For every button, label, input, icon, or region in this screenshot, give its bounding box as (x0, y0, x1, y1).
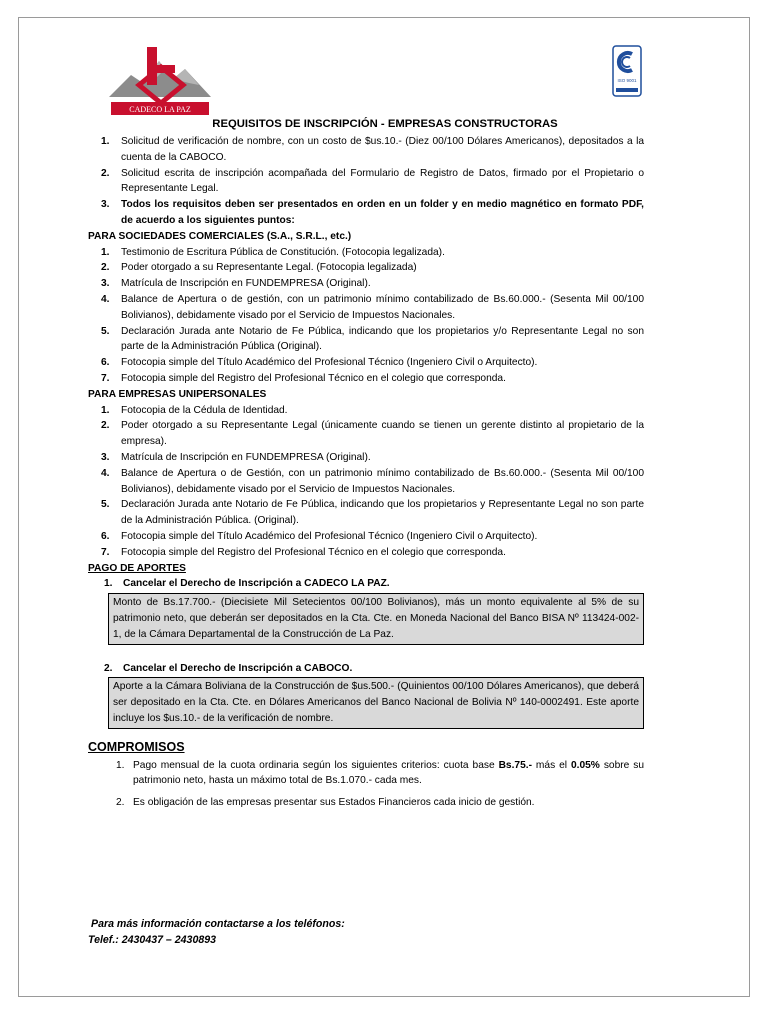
sociedades-heading: PARA SOCIEDADES COMERCIALES (S.A., S.R.L., etc.) (88, 230, 352, 242)
aportes-heading: PAGO DE APORTES (88, 562, 186, 574)
list-item: 2. Poder otorgado a su Representante Legal. (Fotocopia legalizada) (101, 262, 417, 274)
list-item: 2. Es obligación de las empresas presentar sus Estados Financieros cada inicio de gestión. (116, 797, 535, 809)
list-item: 5. Declaración Jurada ante Notario de Fe Pública, indicando que los propietarios y/o Representante Legal no son parte de la Administración Pública (Original). (101, 325, 644, 353)
general-requirements-list (88, 134, 644, 229)
list-item: 4. Balance de Apertura o de Gestión, con un patrimonio mínimo contabilizado de Bs.60.000.- (Sesenta Mil 00/100 Bolivianos), debidamente visado por el Servicio de Impuestos Nacionales. (101, 467, 644, 495)
unipersonales-list (88, 403, 644, 561)
logo-text: CADECO LA PAZ (129, 105, 191, 114)
list-item: 6. Fotocopia simple del Título Académico del Profesional Técnico (Ingeniero Civil o Arquitecto). (101, 357, 538, 369)
contact-footer (88, 916, 345, 948)
list-item: 3. Matrícula de Inscripción en FUNDEMPRESA (Original). (101, 278, 371, 290)
list-item: 3. Matrícula de Inscripción en FUNDEMPRESA (Original). (101, 451, 371, 463)
list-item: 2. Poder otorgado a su Representante Legal (únicamente cuando se tienen un gerente distinto al propietario de la empresa). (101, 420, 644, 448)
list-item: 7. Fotocopia simple del Registro del Profesional Técnico en el colegio que corresponda. (101, 546, 506, 558)
page-title: REQUISITOS DE INSCRIPCIÓN - EMPRESAS CONSTRUCTORAS (212, 118, 558, 130)
aporte-item-1: 1. Cancelar el Derecho de Inscripción a CADECO LA PAZ. (104, 578, 390, 590)
list-item: 1. Solicitud de verificación de nombre, con un costo de $us.10.- (Diez 00/100 Dólares Americanos), depositados a la cuenta de la CABOCO. (101, 136, 644, 163)
list-item: 4. Balance de Apertura o de gestión, con un patrimonio mínimo contabilizado de Bs.60.000.- (Sesenta Mil 00/100 Bolivianos), debidamente visado por el Servicio de Impuestos Nacionales. (101, 293, 644, 321)
compromisos-heading: COMPROMISOS (88, 739, 185, 754)
list-item: 6. Fotocopia simple del Título Académico del Profesional Técnico (Ingeniero Civil o Arquitecto). (101, 530, 538, 542)
aporte-box-2: Aporte a la Cámara Boliviana de la Construcción de $us.500.- (Quinientos 00/100 Dólares Americanos), que deberá ser depositado en la Cta. Cte. en Dólares Americanos del Banco Nacional de Bolivia Nº 140-0002491. Este aporte incluye los $us.10.- de la verificación de nombre. (108, 677, 644, 728)
certification-badge (612, 45, 642, 97)
unipersonales-heading: PARA EMPRESAS UNIPERSONALES (88, 388, 267, 400)
aporte-box-1: Monto de Bs.17.700.- (Diecisiete Mil Setecientos 00/100 Bolivianos), más un monto equivalente al 5% de su patrimonio neto, que deberán ser depositados en la Cta. Cte. en Moneda Nacional del Banco BISA Nº 113424-002-1, de la Cámara Departamental de la Construcción de La Paz. (108, 593, 644, 644)
requirements-content (88, 134, 644, 817)
list-item: 5. Declaración Jurada ante Notario de Fe Pública, indicando que los propietarios y Representante Legal no son parte de la Administración Pública. (Original). (101, 499, 644, 527)
sociedades-list (88, 245, 644, 387)
badge-text: ISO 9001 (617, 78, 637, 83)
phone-line: Telef.: 2430437 – 2430893 (88, 934, 217, 946)
list-item: 2. Solicitud escrita de inscripción acompañada del Formulario de Registro de Datos, firmado por el Propietario o Representante Legal. (101, 167, 644, 195)
aporte-item-2: 2. Cancelar el Derecho de Inscripción a CABOCO. (104, 662, 353, 674)
list-item: 7. Fotocopia simple del Registro del Profesional Técnico en el colegio que corresponda. (101, 372, 506, 384)
list-item: 1. Testimonio de Escritura Pública de Constitución. (Fotocopia legalizada). (101, 246, 445, 258)
list-item: 1. Pago mensual de la cuota ordinaria según los siguientes criterios: cuota base Bs.75.- más el 0.05% sobre su patrimonio neto, hasta un máximo total de Bs.1.070.- cada mes. (116, 759, 644, 787)
list-item: 1. Fotocopia de la Cédula de Identidad. (101, 404, 288, 416)
list-item: 3. Todos los requisitos deben ser presentados en orden en un folder y en medio magnético en formato PDF, de acuerdo a los siguientes puntos: (101, 199, 644, 226)
contact-line: Para más información contactarse a los teléfonos: (91, 918, 345, 930)
cadeco-logo (109, 45, 211, 118)
compromisos-list (88, 758, 644, 811)
